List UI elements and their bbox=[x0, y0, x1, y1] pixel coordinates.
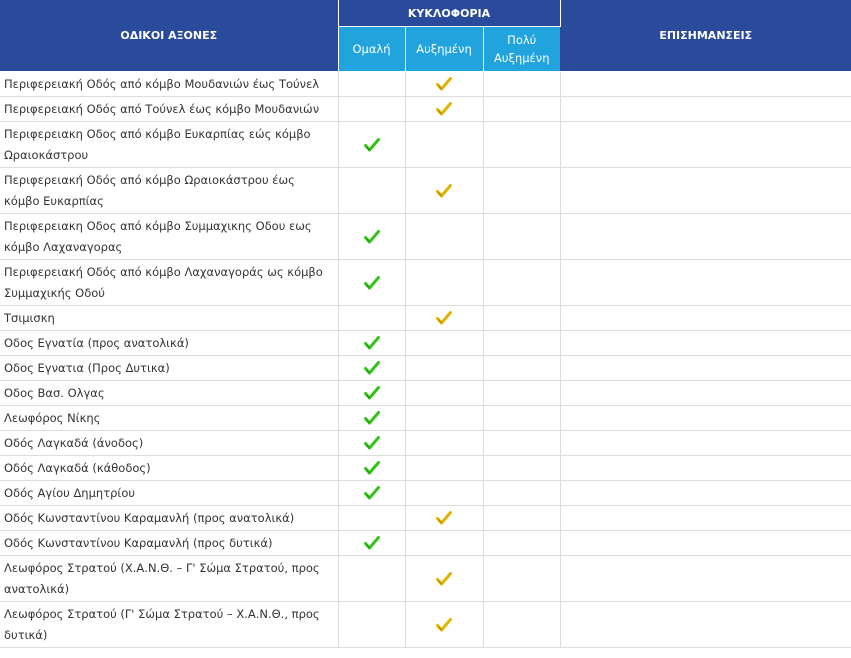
status-cell-increased bbox=[405, 431, 483, 456]
table-row bbox=[0, 456, 851, 481]
notes-cell bbox=[560, 506, 851, 531]
status-cell-normal bbox=[338, 260, 405, 306]
notes-cell bbox=[560, 331, 851, 356]
notes-cell bbox=[560, 481, 851, 506]
status-cell-normal bbox=[338, 506, 405, 531]
status-cell-normal bbox=[338, 168, 405, 214]
table-row bbox=[0, 214, 851, 260]
notes-cell bbox=[560, 122, 851, 168]
status-cell-increased bbox=[405, 381, 483, 406]
table-row bbox=[0, 602, 851, 648]
status-cell-very-increased bbox=[483, 556, 560, 602]
notes-cell bbox=[560, 214, 851, 260]
road-name: Οδός Κωνσταντίνου Καραμανλή (προς δυτικά) bbox=[0, 531, 338, 556]
notes-cell bbox=[560, 531, 851, 556]
status-cell-normal bbox=[338, 531, 405, 556]
road-name: Λεωφόρος Στρατού (Γ' Σώμα Στρατού – Χ.Α.Ν.Θ., προς δυτικά) bbox=[0, 602, 338, 648]
status-cell-normal bbox=[338, 456, 405, 481]
check-increased-icon bbox=[436, 311, 452, 325]
status-cell-increased bbox=[405, 406, 483, 431]
table-row bbox=[0, 406, 851, 431]
traffic-header: ΚΥΚΛΟΦΟΡΙΑ bbox=[338, 0, 560, 27]
very-increased-header: Πολύ Αυξημένη bbox=[483, 27, 560, 72]
notes-header: ΕΠΙΣΗΜΑΝΣΕΙΣ bbox=[560, 0, 851, 72]
check-increased-icon bbox=[436, 572, 452, 586]
table-header bbox=[0, 0, 851, 72]
table-row bbox=[0, 531, 851, 556]
status-cell-normal bbox=[338, 481, 405, 506]
check-normal-icon bbox=[364, 461, 380, 475]
road-name: Περιφερειακη Οδος από κόμβο Ευκαρπίας εώς κόμβο Ωραιοκάστρου bbox=[0, 122, 338, 168]
check-increased-icon bbox=[436, 102, 452, 116]
road-name: Οδος Βασ. Ολγας bbox=[0, 381, 338, 406]
check-normal-icon bbox=[364, 411, 380, 425]
roads-header: ΟΔΙΚΟΙ ΑΞΟΝΕΣ bbox=[0, 0, 338, 72]
status-cell-very-increased bbox=[483, 306, 560, 331]
notes-cell bbox=[560, 406, 851, 431]
table-row bbox=[0, 97, 851, 122]
table-row bbox=[0, 381, 851, 406]
check-normal-icon bbox=[364, 230, 380, 244]
table-row bbox=[0, 431, 851, 456]
increased-header: Αυξημένη bbox=[405, 27, 483, 72]
normal-header: Ομαλή bbox=[338, 27, 405, 72]
status-cell-increased bbox=[405, 481, 483, 506]
status-cell-increased bbox=[405, 72, 483, 97]
status-cell-very-increased bbox=[483, 122, 560, 168]
table-row bbox=[0, 556, 851, 602]
notes-cell bbox=[560, 356, 851, 381]
status-cell-very-increased bbox=[483, 214, 560, 260]
status-cell-increased bbox=[405, 97, 483, 122]
table-row bbox=[0, 260, 851, 306]
status-cell-increased bbox=[405, 356, 483, 381]
table-row bbox=[0, 356, 851, 381]
check-normal-icon bbox=[364, 138, 380, 152]
notes-cell bbox=[560, 168, 851, 214]
check-increased-icon bbox=[436, 618, 452, 632]
table-row bbox=[0, 122, 851, 168]
status-cell-normal bbox=[338, 122, 405, 168]
notes-cell bbox=[560, 72, 851, 97]
status-cell-normal bbox=[338, 406, 405, 431]
notes-cell bbox=[560, 556, 851, 602]
road-name: Περιφερειακή Οδός από κόμβο Μουδανιών έως Τούνελ bbox=[0, 72, 338, 97]
status-cell-normal bbox=[338, 331, 405, 356]
road-name: Λεωφόρος Νίκης bbox=[0, 406, 338, 431]
road-name: Οδος Εγνατια (Προς Δυτικα) bbox=[0, 356, 338, 381]
table-row bbox=[0, 481, 851, 506]
table-body bbox=[0, 72, 851, 648]
status-cell-very-increased bbox=[483, 331, 560, 356]
check-increased-icon bbox=[436, 511, 452, 525]
road-name: Οδός Λαγκαδά (άνοδος) bbox=[0, 431, 338, 456]
check-normal-icon bbox=[364, 361, 380, 375]
notes-cell bbox=[560, 456, 851, 481]
status-cell-increased bbox=[405, 168, 483, 214]
status-cell-very-increased bbox=[483, 602, 560, 648]
notes-cell bbox=[560, 602, 851, 648]
check-normal-icon bbox=[364, 336, 380, 350]
status-cell-very-increased bbox=[483, 97, 560, 122]
road-name: Τσιμισκη bbox=[0, 306, 338, 331]
status-cell-very-increased bbox=[483, 406, 560, 431]
check-normal-icon bbox=[364, 276, 380, 290]
table-row bbox=[0, 506, 851, 531]
status-cell-normal bbox=[338, 602, 405, 648]
status-cell-very-increased bbox=[483, 260, 560, 306]
status-cell-very-increased bbox=[483, 381, 560, 406]
status-cell-normal bbox=[338, 356, 405, 381]
check-increased-icon bbox=[436, 184, 452, 198]
road-name: Οδός Κωνσταντίνου Καραμανλή (προς ανατολικά) bbox=[0, 506, 338, 531]
status-cell-increased bbox=[405, 260, 483, 306]
road-name: Οδος Εγνατία (προς ανατολικά) bbox=[0, 331, 338, 356]
status-cell-increased bbox=[405, 122, 483, 168]
status-cell-increased bbox=[405, 306, 483, 331]
status-cell-very-increased bbox=[483, 356, 560, 381]
status-cell-very-increased bbox=[483, 456, 560, 481]
table-row bbox=[0, 72, 851, 97]
table-row bbox=[0, 331, 851, 356]
notes-cell bbox=[560, 97, 851, 122]
check-normal-icon bbox=[364, 436, 380, 450]
status-cell-very-increased bbox=[483, 531, 560, 556]
status-cell-increased bbox=[405, 556, 483, 602]
status-cell-very-increased bbox=[483, 481, 560, 506]
status-cell-normal bbox=[338, 97, 405, 122]
status-cell-normal bbox=[338, 214, 405, 260]
status-cell-very-increased bbox=[483, 168, 560, 214]
status-cell-normal bbox=[338, 556, 405, 602]
status-cell-increased bbox=[405, 602, 483, 648]
status-cell-increased bbox=[405, 506, 483, 531]
road-name: Περιφερειακη Οδος από κόμβο Συμμαχικης Οδου εως κόμβο Λαχαναγορας bbox=[0, 214, 338, 260]
status-cell-very-increased bbox=[483, 72, 560, 97]
notes-cell bbox=[560, 381, 851, 406]
check-normal-icon bbox=[364, 536, 380, 550]
check-normal-icon bbox=[364, 386, 380, 400]
status-cell-increased bbox=[405, 531, 483, 556]
status-cell-very-increased bbox=[483, 506, 560, 531]
notes-cell bbox=[560, 306, 851, 331]
check-normal-icon bbox=[364, 486, 380, 500]
status-cell-very-increased bbox=[483, 431, 560, 456]
check-increased-icon bbox=[436, 77, 452, 91]
status-cell-increased bbox=[405, 331, 483, 356]
status-cell-normal bbox=[338, 306, 405, 331]
road-name: Περιφερειακή Οδός από κόμβο Λαχαναγοράς ως κόμβο Συμμαχικής Οδού bbox=[0, 260, 338, 306]
road-name: Περιφερειακή Οδός από κόμβο Ωραιοκάστρου έως κόμβο Ευκαρπίας bbox=[0, 168, 338, 214]
table-row bbox=[0, 306, 851, 331]
status-cell-normal bbox=[338, 381, 405, 406]
status-cell-increased bbox=[405, 456, 483, 481]
status-cell-increased bbox=[405, 214, 483, 260]
road-name: Οδός Αγίου Δημητρίου bbox=[0, 481, 338, 506]
status-cell-normal bbox=[338, 72, 405, 97]
road-name: Λεωφόρος Στρατού (Χ.Α.Ν.Θ. – Γ' Σώμα Στρατού, προς ανατολικά) bbox=[0, 556, 338, 602]
status-cell-normal bbox=[338, 431, 405, 456]
notes-cell bbox=[560, 260, 851, 306]
notes-cell bbox=[560, 431, 851, 456]
road-name: Οδός Λαγκαδά (κάθοδος) bbox=[0, 456, 338, 481]
table-row bbox=[0, 168, 851, 214]
road-name: Περιφερειακή Οδός από Τούνελ έως κόμβο Μουδανιών bbox=[0, 97, 338, 122]
